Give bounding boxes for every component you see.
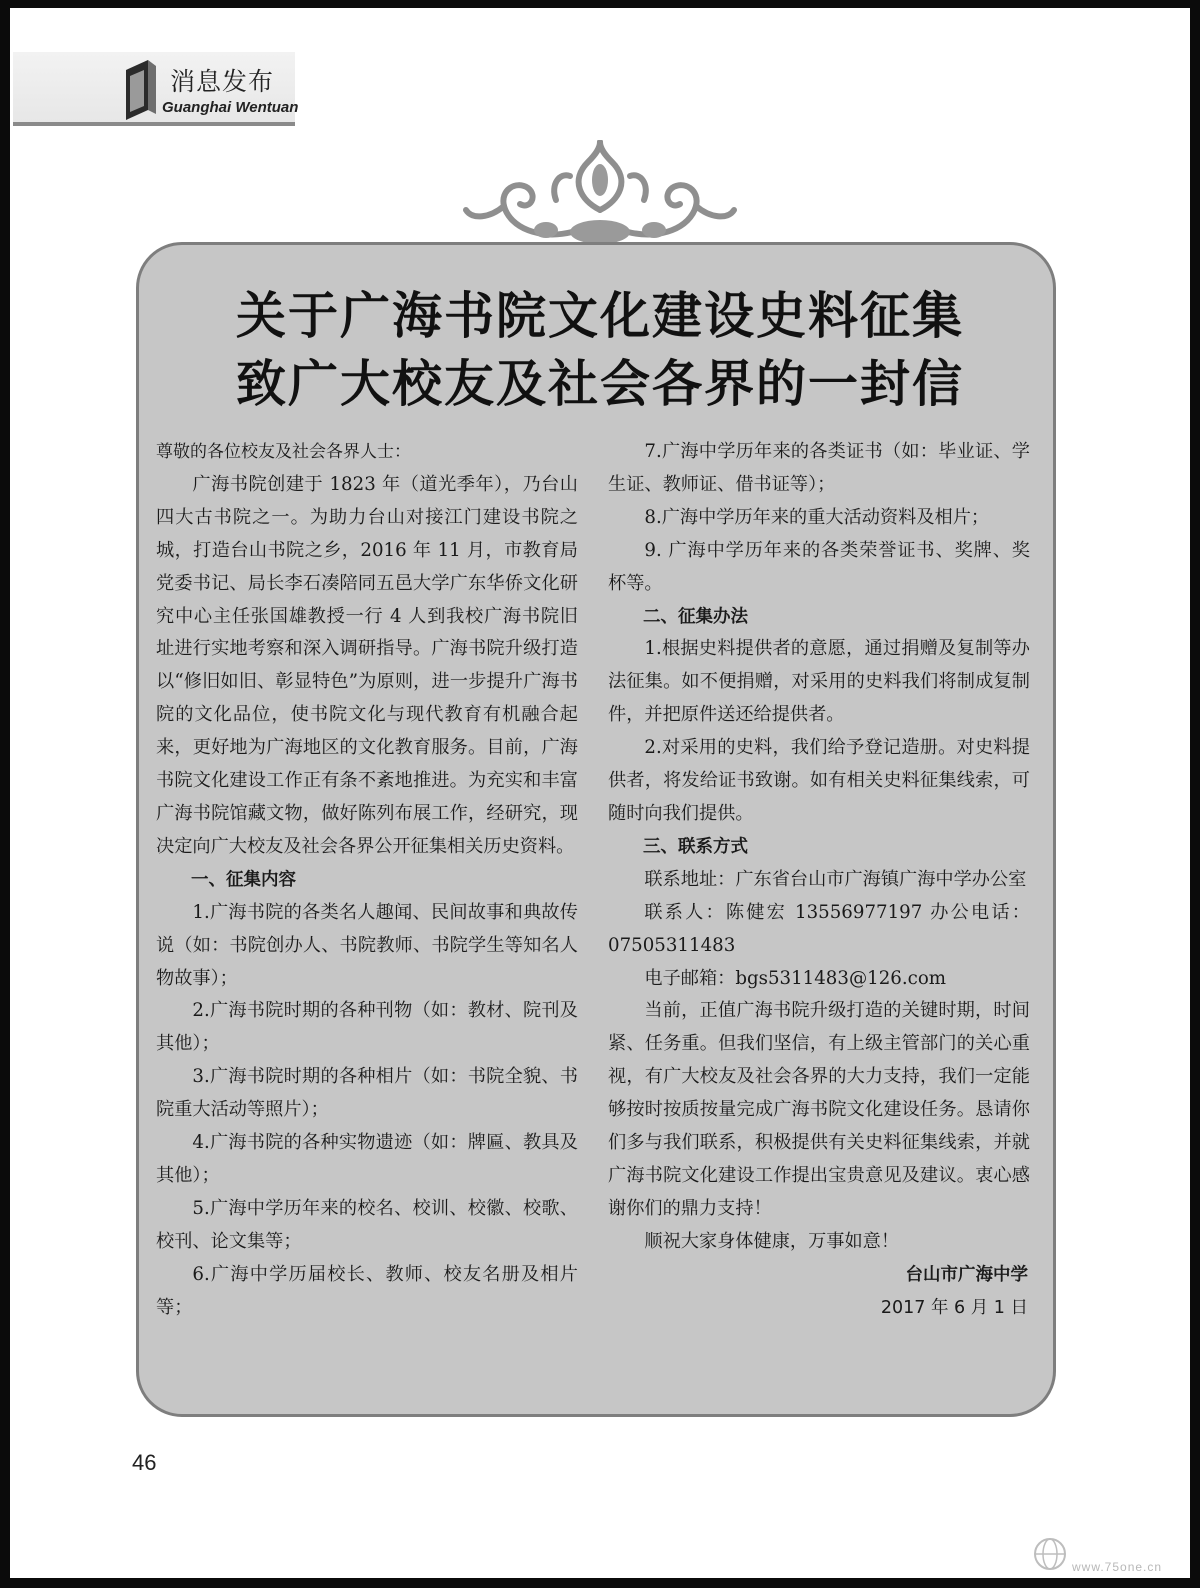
letter-title-line2: 致广大校友及社会各界的一封信 [236, 354, 964, 413]
section1-heading: 一、征集内容 [191, 869, 296, 890]
list-item: 5.广海中学历年来的校名、校训、校徽、校歌、校刊、论文集等； [156, 1197, 578, 1252]
section-title: 消息发布 [170, 67, 275, 96]
list-item: 4.广海书院的各种实物遗迹（如：牌匾、教具及其他）； [156, 1132, 578, 1186]
salutation: 尊敬的各位校友及社会各界人士： [156, 442, 411, 462]
page-number: 46 [132, 1450, 157, 1475]
letter-title-line1: 关于广海书院文化建设史料征集 [236, 286, 964, 345]
contact-person: 联系人：陈健宏 13556977197 办公电话：07505311483 [608, 901, 1030, 956]
wishes: 顺祝大家身体健康，万事如意！ [644, 1230, 900, 1252]
list-item: 1.广海书院的各类名人趣闻、民间故事和典故传说（如：书院创办人、书院教师、书院学生等知名人物故事）； [156, 901, 578, 989]
header-underline [13, 122, 295, 126]
signature-date: 2017 年 6 月 1 日 [880, 1297, 1028, 1318]
signature: 台山市广海中学 [905, 1264, 1028, 1285]
book-3d-icon [124, 58, 158, 122]
watermark: www.75one.cn [1072, 1560, 1163, 1574]
list-item: 8.广海中学历年来的重大活动资料及相片； [644, 506, 990, 528]
contact-address: 联系地址：广东省台山市广海镇广海中学办公室 [644, 868, 1027, 890]
list-item: 7.广海中学历年来的各类证书（如：毕业证、学生证、教师证、借书证等）； [608, 441, 1030, 495]
contact-email: 电子邮箱：bgs5311483@126.com [644, 967, 947, 989]
intro-paragraph: 广海书院创建于 1823 年（道光季年），乃台山四大古书院之一。为助力台山对接江门建设书院之城，打造台山书院之乡，2016 年 11 月，市教育局党委书记、局长李石凑陪同五邑大学广东华侨文化研究中心主任张国雄教授一行 4 人到我校广海书院旧址进行实地考察和深入调研指导。广海书院升级打造以“修旧如旧、彰显特色”为原则，进一步提升广海书院的文化品位，使书院文化与现代教育有机融合起来，更好地为广海地区的文化教育服务。目前，广海书院文化建设工作正有条不紊地推进。为充实和丰富广海书院馆藏文物，做好陈列布展工作，经研究，现决定向广大校友及社会各界公开征集相关历史资料。 [156, 473, 578, 857]
section2-heading: 二、征集办法 [643, 606, 748, 627]
section-subtitle: Guanghai Wentuan [162, 99, 299, 116]
list-item: 2.广海书院时期的各种刊物（如：教材、院刊及其他）； [156, 1000, 578, 1055]
right-column [608, 436, 1030, 1324]
list-item: 6.广海中学历届校长、教师、校友名册及相片等； [156, 1263, 578, 1318]
method-item: 1.根据史料提供者的意愿，通过捐赠及复制等办法征集。如不便捐赠，对采用的史料我们将制成复制件，并把原件送还给提供者。 [608, 638, 1030, 726]
globe-icon [1032, 1536, 1068, 1572]
closing-paragraph: 当前，正值广海书院升级打造的关键时期，时间紧、任务重。但我们坚信，有上级主管部门的关心重视，有广大校友及社会各界的大力支持，我们一定能够按时按质按量完成广海书院文化建设任务。恳请你们多与我们联系，积极提供有关史料征集线索，并就广海书院文化建设工作提出宝贵意见及建议。衷心感谢你们的鼎力支持！ [608, 1000, 1030, 1219]
left-column [156, 436, 578, 1324]
scroll-ornament-icon [460, 140, 740, 248]
method-item: 2.对采用的史料，我们给予登记造册。对史料提供者，将发给证书致谢。如有相关史料征集线索，可随时向我们提供。 [608, 737, 1030, 824]
list-item: 3.广海书院时期的各种相片（如：书院全貌、书院重大活动等照片）； [156, 1066, 578, 1121]
section3-heading: 三、联系方式 [643, 836, 748, 857]
list-item: 9. 广海中学历年来的各类荣誉证书、奖牌、奖杯等。 [608, 539, 1030, 594]
